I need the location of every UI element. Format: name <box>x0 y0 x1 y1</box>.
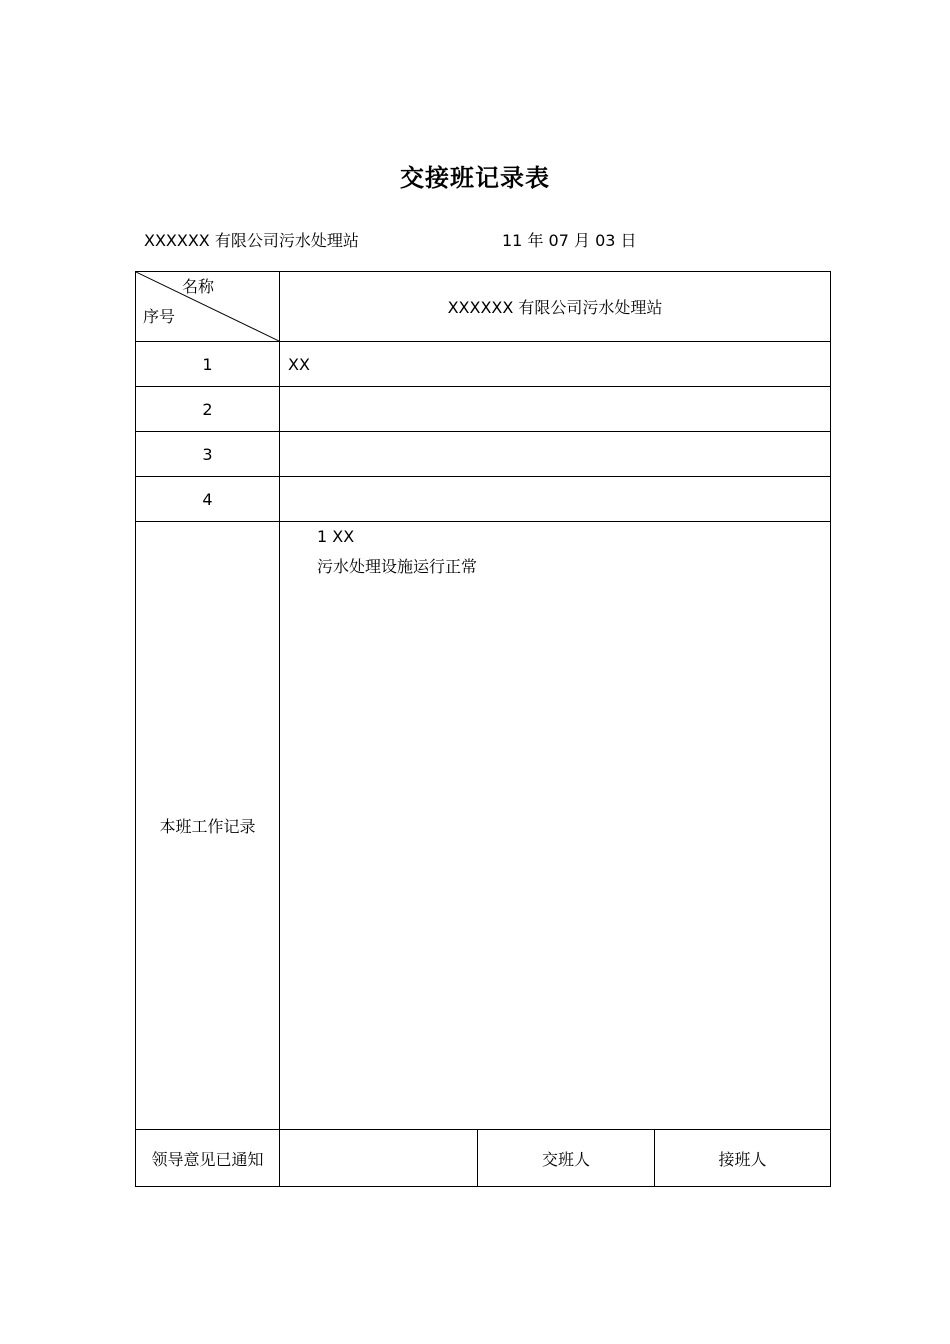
work-record-content <box>280 522 831 1130</box>
row-number: 4 <box>136 477 280 522</box>
row-number: 2 <box>136 387 280 432</box>
shift-record-table <box>135 271 831 1187</box>
row-value <box>280 432 831 477</box>
table-row <box>136 432 831 477</box>
row-value <box>280 387 831 432</box>
work-record-label: 本班工作记录 <box>136 522 280 1130</box>
table-row <box>136 477 831 522</box>
record-date: 11 年 07 月 03 日 <box>502 231 637 250</box>
leader-opinion-label: 领导意见已通知 <box>136 1130 280 1187</box>
row-value <box>280 477 831 522</box>
diagonal-header-cell <box>136 272 280 342</box>
table-header-row <box>136 272 831 342</box>
takeover-person-label: 接班人 <box>655 1130 831 1187</box>
company-name: XXXXXX 有限公司污水处理站 <box>144 231 359 250</box>
work-record-line-2: 污水处理设施运行正常 <box>317 557 478 576</box>
footer-row <box>136 1130 831 1187</box>
handover-person-label: 交班人 <box>478 1130 655 1187</box>
page-title: 交接班记录表 <box>400 164 550 192</box>
row-number: 3 <box>136 432 280 477</box>
header-name-label: 名称 <box>182 277 215 296</box>
row-number: 1 <box>136 342 280 387</box>
table-row <box>136 342 831 387</box>
header-company-cell: XXXXXX 有限公司污水处理站 <box>280 272 831 342</box>
work-record-row <box>136 522 831 1130</box>
leader-opinion-value <box>280 1130 478 1187</box>
header-seq-label: 序号 <box>143 307 176 326</box>
work-record-line-1: 1 XX <box>317 527 355 546</box>
row-value: XX <box>280 342 831 387</box>
table-row <box>136 387 831 432</box>
